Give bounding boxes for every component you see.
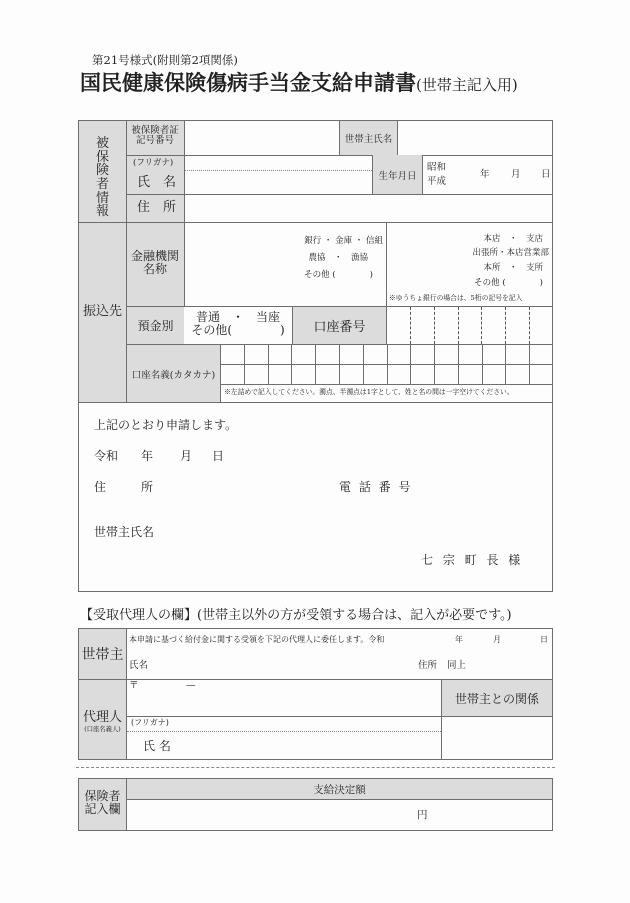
institution-label: 金融機関 名称	[130, 249, 179, 276]
title-main: 国民健康保険傷病手当金支給申請書	[80, 70, 416, 95]
account-holder-kana-cell[interactable]	[436, 367, 460, 383]
delegation-month-label: 月	[493, 635, 501, 644]
account-holder-kana-cell[interactable]	[317, 367, 341, 383]
account-digit-separator	[481, 307, 482, 344]
proxy-householder-address-value: 同上	[447, 660, 467, 671]
card-number-input[interactable]	[188, 128, 340, 150]
agent-name-label: 氏 名	[143, 739, 171, 753]
postal-dash: —	[186, 680, 196, 691]
account-number-digit[interactable]	[483, 315, 507, 337]
account-holder-kana-cell[interactable]	[507, 367, 531, 383]
proxy-householder-name-label: 氏名	[129, 660, 149, 671]
householder-name-label: 世帯主氏名	[339, 120, 398, 156]
account-holder-kana-cell[interactable]	[222, 367, 246, 383]
name-label: 氏 名	[137, 175, 177, 190]
postal-mark: 〒	[129, 680, 139, 691]
account-holder-kana-cell[interactable]	[460, 367, 484, 383]
deposit-type-options[interactable]: 普通 ・ 当座 その他( )	[191, 310, 285, 337]
account-holder-kana-cell[interactable]	[341, 347, 365, 363]
insurer-label: 保険者 記入欄	[84, 789, 121, 816]
agent-label: 代理人	[82, 710, 122, 725]
institution-type-options-2[interactable]: 農協 ・ 漁協	[308, 253, 368, 263]
insured-info-section-label: 被 保 険 者 情 報	[95, 136, 109, 220]
page-title	[80, 72, 518, 93]
agent-furigana-label: (フリガナ)	[131, 718, 169, 727]
account-holder-kana-cell[interactable]	[531, 367, 555, 383]
account-holder-kana-cell[interactable]	[531, 347, 555, 363]
account-holder-kana-cell[interactable]	[293, 367, 317, 383]
proxy-heading: 【受取代理人の欄】(世帯主以外の方が受領する場合は、記入が必要です。)	[80, 608, 512, 623]
householder-name-input[interactable]	[402, 128, 552, 150]
account-holder-kana-cell[interactable]	[293, 347, 317, 363]
account-number-digit[interactable]	[436, 315, 460, 337]
account-holder-kana-cell[interactable]	[246, 347, 270, 363]
deposit-type-label: 預金別	[127, 307, 184, 344]
title-suffix: (世帯主記入用)	[416, 76, 518, 94]
name-input[interactable]	[188, 174, 372, 194]
agent-address-input[interactable]	[140, 694, 439, 714]
card-number-label: 被保険者証 記号番号	[131, 125, 179, 146]
account-holder-kana-cell[interactable]	[460, 347, 484, 363]
account-digit-separator	[505, 307, 506, 344]
transfer-section-label: 振込先	[82, 304, 122, 319]
cut-line	[76, 767, 555, 768]
branch-type-options-4[interactable]: その他 ( )	[474, 278, 543, 288]
account-digit-separator	[529, 307, 530, 344]
account-holder-kana-cell[interactable]	[507, 347, 531, 363]
account-number-digit[interactable]	[412, 315, 436, 337]
relationship-input[interactable]	[446, 725, 552, 751]
agent-sublabel: (口座名義人)	[84, 726, 121, 733]
branch-type-options-2[interactable]: 出張所・本店営業部	[472, 248, 549, 258]
proxy-householder-label: 世帯主	[81, 647, 124, 663]
address-input[interactable]	[188, 199, 552, 219]
phone-number-label: 電 話 番 号	[339, 480, 413, 494]
application-address-label-2: 所	[141, 480, 154, 494]
currency-unit: 円	[417, 809, 428, 821]
account-holder-kana-cell[interactable]	[317, 347, 341, 363]
agent-name-input[interactable]	[180, 737, 439, 757]
branch-type-options-3[interactable]: 本所 ・ 支所	[483, 263, 543, 273]
account-holder-kana-cell[interactable]	[341, 367, 365, 383]
application-address-label-1: 住	[94, 480, 107, 494]
branch-name-input[interactable]	[390, 250, 464, 272]
account-holder-kana-cell[interactable]	[270, 347, 294, 363]
birth-date-label: 生年月日	[372, 155, 423, 194]
application-day-label: 日	[212, 449, 225, 463]
account-holder-kana-cell[interactable]	[389, 347, 413, 363]
application-month-label: 月	[180, 449, 193, 463]
birth-year-label: 年	[480, 169, 490, 180]
application-statement: 上記のとおり申請します。	[94, 418, 238, 432]
era-heisei-option[interactable]: 平成	[427, 176, 447, 187]
account-holder-kana-cell[interactable]	[365, 347, 389, 363]
account-holder-kana-cell[interactable]	[270, 367, 294, 383]
katakana-note: ※左詰めで記入してください。濁点、半濁点は1字として、姓と名の間は一字空けてください。	[224, 388, 514, 396]
account-holder-kana-cell[interactable]	[389, 367, 413, 383]
account-holder-kana-cell[interactable]	[436, 347, 460, 363]
account-number-digit[interactable]	[460, 315, 484, 337]
birth-day-label: 日	[541, 169, 551, 180]
account-number-digit[interactable]	[531, 315, 555, 337]
account-holder-kana-cell[interactable]	[412, 367, 436, 383]
application-year-label: 年	[141, 449, 154, 463]
furigana-input[interactable]	[188, 158, 372, 171]
application-householder-name-label: 世帯主氏名	[94, 525, 155, 539]
birth-month-label: 月	[511, 169, 521, 180]
account-number-digit[interactable]	[507, 315, 531, 337]
decided-amount-label: 支給決定額	[127, 779, 552, 799]
account-holder-label: 口座名義(カタカナ)	[127, 345, 220, 402]
institution-name-input[interactable]	[188, 250, 292, 272]
proxy-householder-name-input[interactable]	[150, 658, 414, 676]
application-era: 令和	[94, 449, 119, 463]
account-number-digit[interactable]	[388, 315, 412, 337]
furigana-label: (フリガナ)	[133, 158, 174, 168]
account-holder-kana-cell[interactable]	[246, 367, 270, 383]
branch-type-options-1[interactable]: 本店 ・ 支店	[483, 234, 543, 244]
relationship-label: 世帯主との関係	[442, 680, 552, 716]
account-holder-kana-cell[interactable]	[484, 367, 508, 383]
proxy-householder-address-label: 住所	[418, 660, 438, 671]
yucho-note: ※ゆうちょ銀行の場合は、5桁の記号を記入	[389, 294, 523, 302]
account-number-label: 口座番号	[292, 307, 386, 344]
institution-type-options-1[interactable]: 銀行 ・ 金庫 ・ 信組	[304, 236, 383, 246]
account-digit-separator	[434, 307, 435, 344]
account-digit-separator	[458, 307, 459, 344]
delegation-text: 本申請に基づく給付金に関する受領を下記の代理人に委任します。令和	[129, 635, 385, 644]
form-number: 第21号様式(附則第2項関係)	[92, 53, 238, 67]
account-holder-kana-cell[interactable]	[484, 347, 508, 363]
delegation-day-label: 日	[540, 635, 548, 644]
agent-furigana-divider	[127, 731, 441, 732]
institution-type-options-3[interactable]: その他 ( )	[304, 270, 373, 280]
account-holder-kana-cell[interactable]	[412, 347, 436, 363]
account-holder-kana-cell[interactable]	[222, 347, 246, 363]
delegation-year-label: 年	[455, 635, 463, 644]
account-digit-separator	[410, 307, 411, 344]
account-holder-kana-cell[interactable]	[365, 367, 389, 383]
era-showa-option[interactable]: 昭和	[427, 162, 447, 173]
addressee: 七 宗 町 長 様	[421, 553, 524, 567]
decided-amount-input[interactable]	[140, 806, 414, 826]
address-label: 住 所	[137, 200, 177, 215]
